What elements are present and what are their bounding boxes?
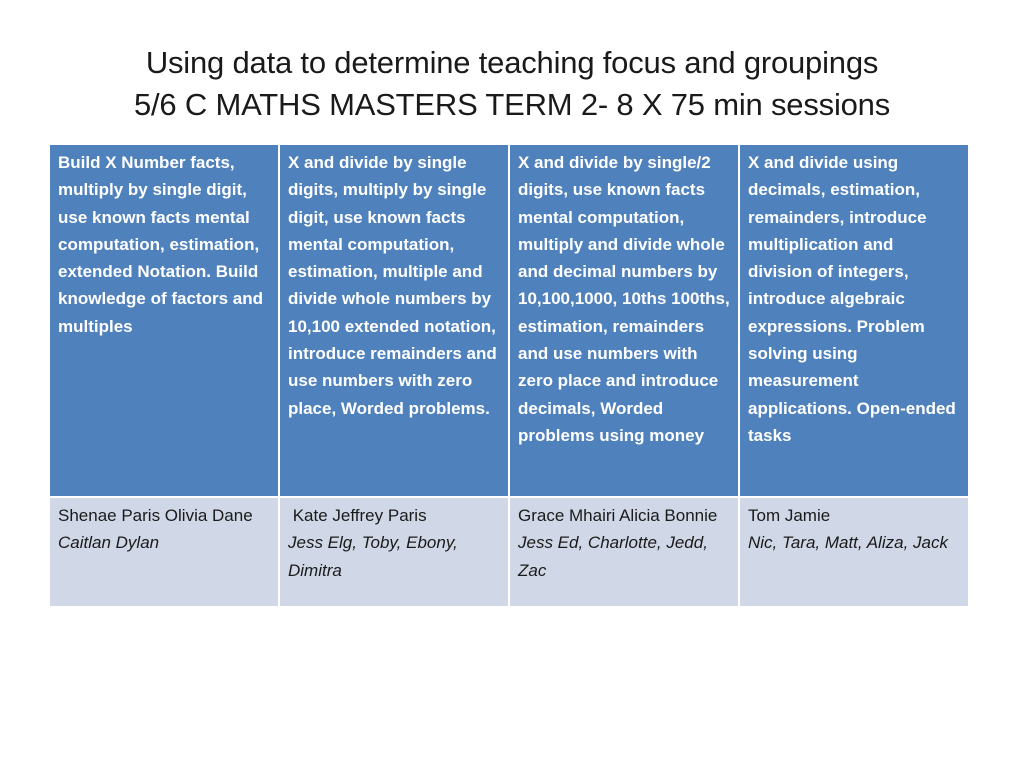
focus-cell-2: X and divide by single digits, multiply by single digit, use known facts mental computation, estimation, multiple and divide whole numbers by 10,100 extended notation, introduce remainders and use numbers with zero place, Worded problems. bbox=[279, 144, 509, 497]
title-line-1: Using data to determine teaching focus and groupings bbox=[145, 45, 879, 80]
group-2-names: Kate Jeffrey Paris bbox=[288, 506, 427, 525]
group-4-italic-names: Nic, Tara, Matt, Aliza, Jack bbox=[748, 533, 948, 553]
group-cell-4 bbox=[739, 497, 969, 607]
group-cell-2 bbox=[279, 497, 509, 607]
group-1-names: Shenae Paris Olivia Dane bbox=[58, 506, 253, 525]
group-cell-3 bbox=[509, 497, 739, 607]
focus-cell-4: X and divide using decimals, estimation, remainders, introduce multiplication and division of integers, introduce algebraic expressions. Problem solving using measurement applications. Open-ended tasks bbox=[739, 144, 969, 497]
focus-row bbox=[49, 144, 969, 497]
slide-title bbox=[0, 42, 1024, 126]
focus-cell-1: Build X Number facts, multiply by single digit, use known facts mental computation, estimation, extended Notation. Build knowledge of factors and multiples bbox=[49, 144, 279, 497]
groupings-table bbox=[48, 143, 970, 608]
group-1-italic-names: Caitlan Dylan bbox=[58, 533, 160, 553]
title-line-2: 5/6 C MATHS MASTERS TERM 2- 8 X 75 min sessions bbox=[133, 87, 891, 122]
groups-row bbox=[49, 497, 969, 607]
group-4-names: Tom Jamie bbox=[748, 506, 831, 525]
group-3-italic-names: Jess Ed, Charlotte, Jedd, Zac bbox=[518, 533, 708, 580]
focus-cell-3: X and divide by single/2 digits, use known facts mental computation, multiply and divide whole and decimal numbers by 10,100,1000, 10ths 100ths, estimation, remainders and use numbers with zero place and introduce decimals, Worded problems using money bbox=[509, 144, 739, 497]
group-3-names: Grace Mhairi Alicia Bonnie bbox=[518, 506, 718, 525]
group-cell-1 bbox=[49, 497, 279, 607]
group-2-italic-names: Jess Elg, Toby, Ebony, Dimitra bbox=[288, 533, 458, 580]
